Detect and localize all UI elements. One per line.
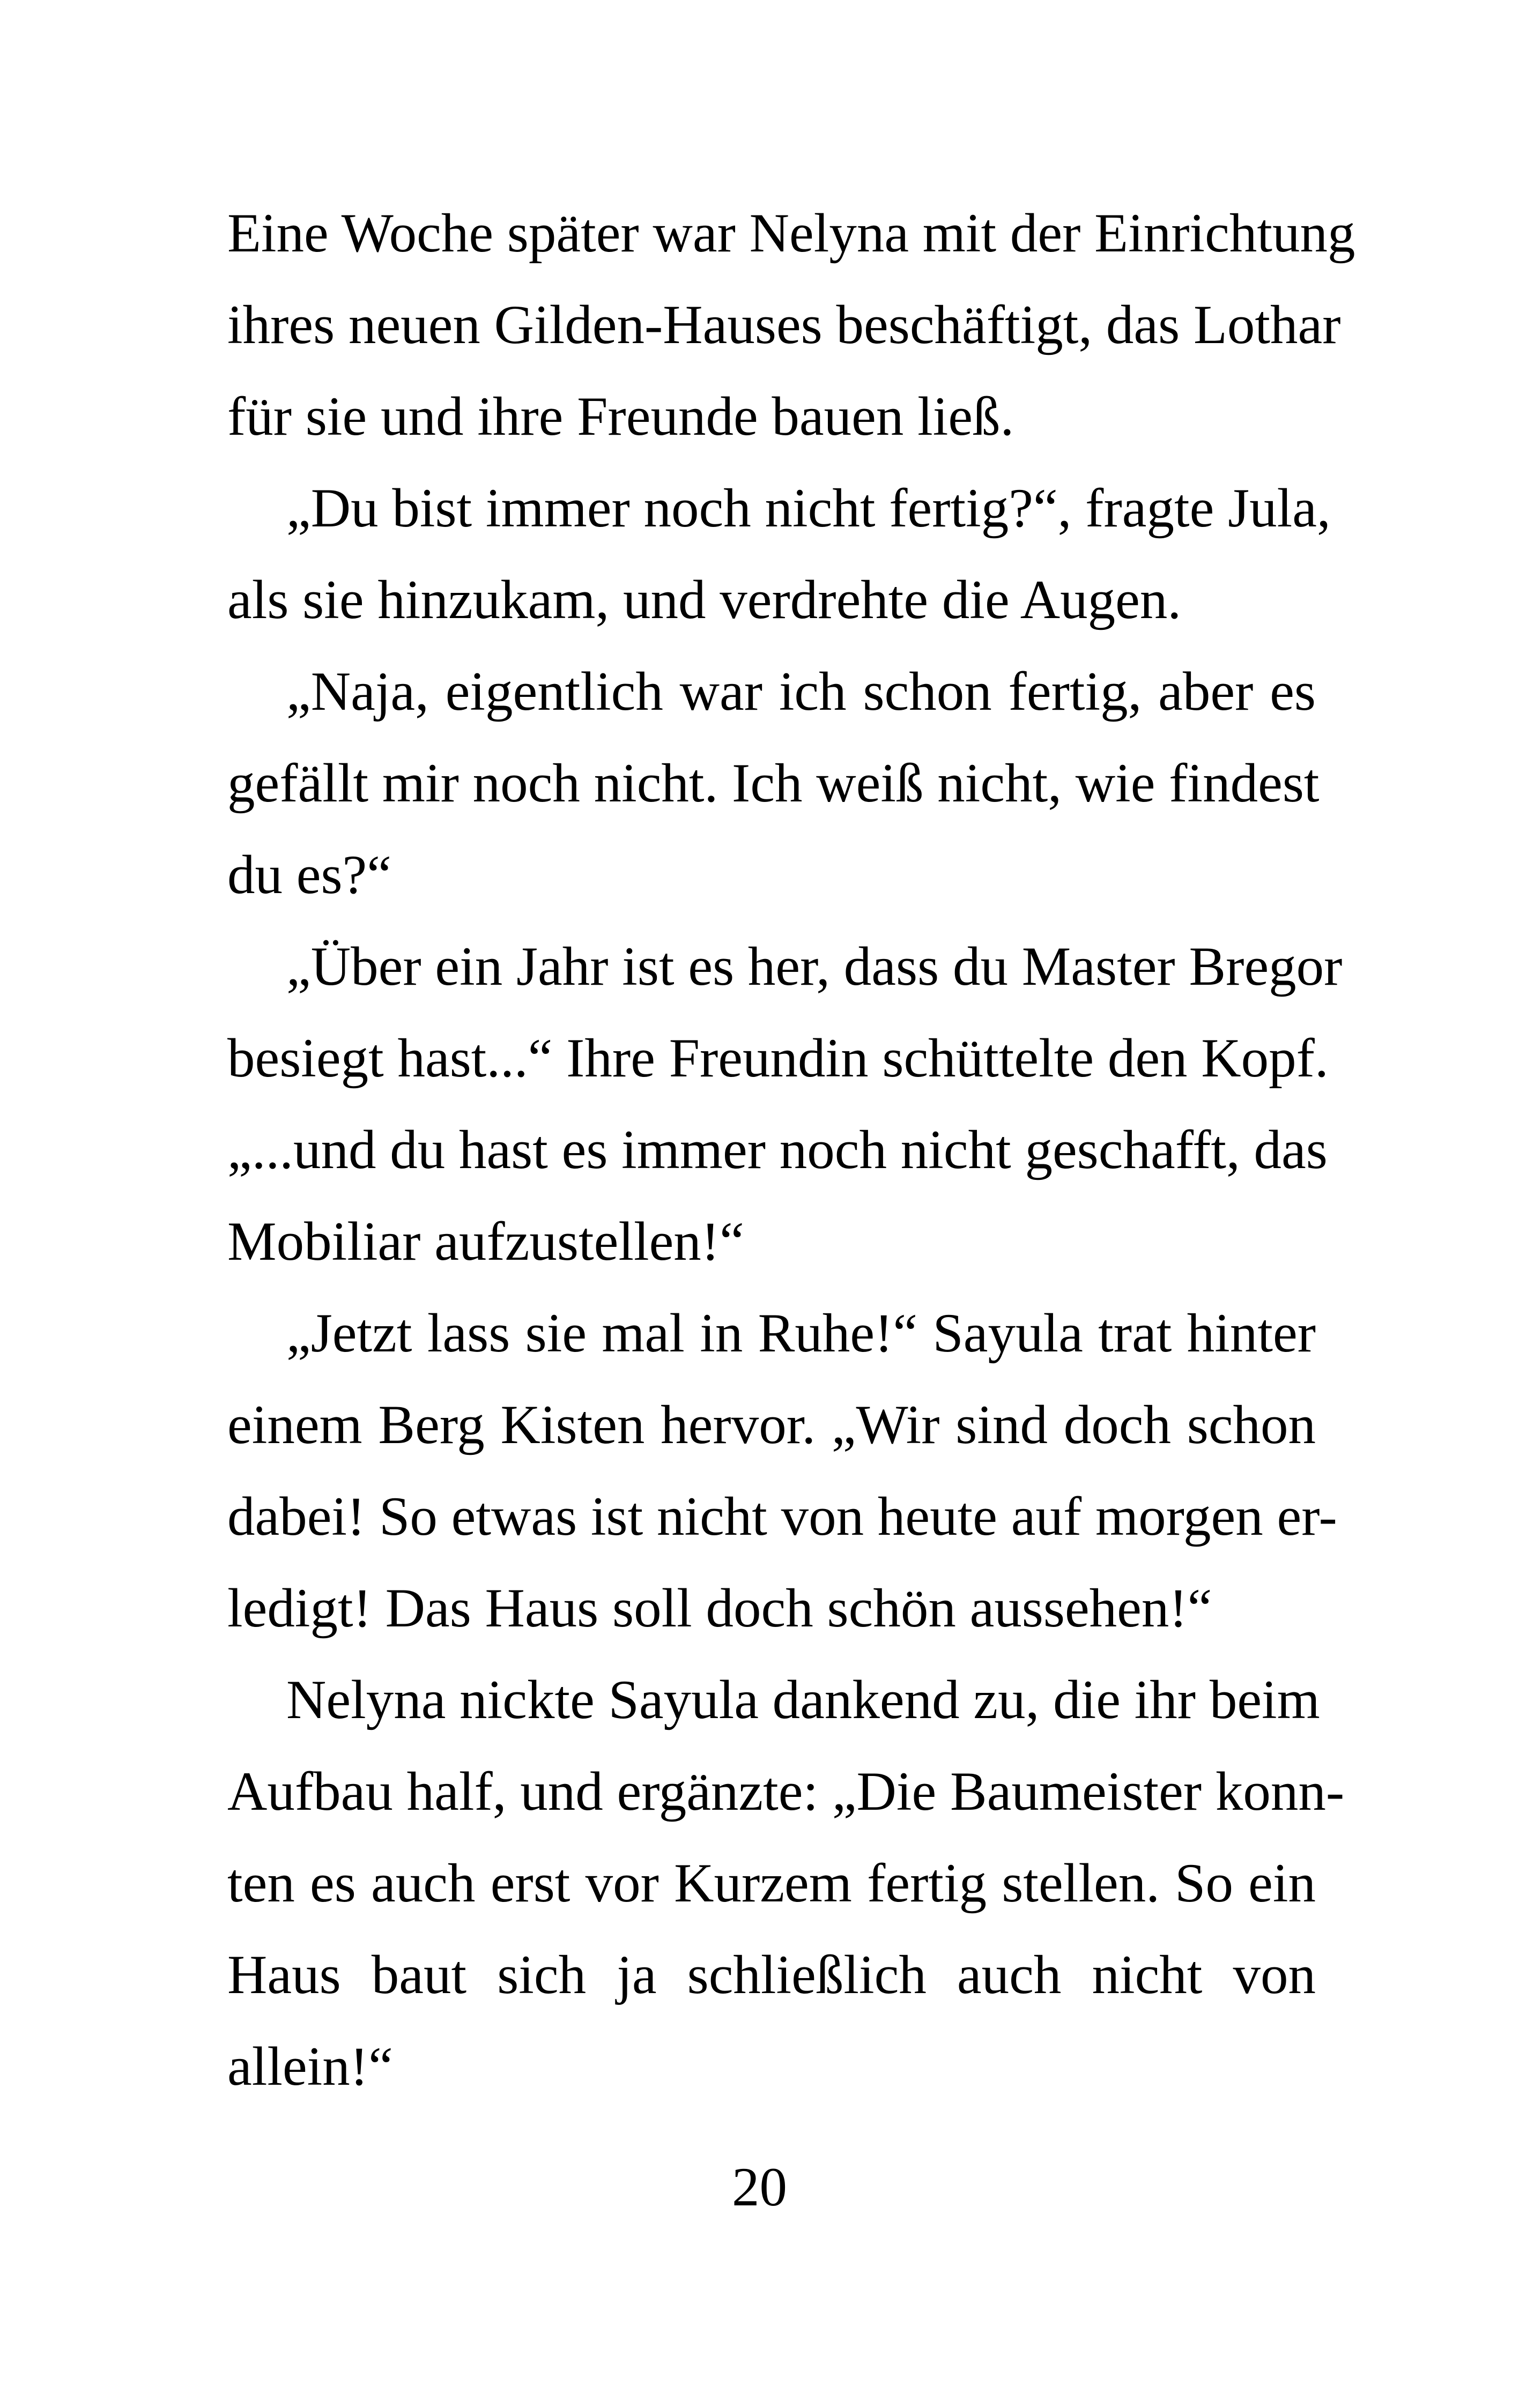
text-line: Eine Woche später war Nelyna mit der Einrichtung: [227, 203, 1355, 264]
text-line: dabei! So etwas ist nicht von heute auf morgen er-: [227, 1486, 1337, 1547]
text-line: ten es auch erst vor Kurzem fertig stellen. So ein: [227, 1853, 1316, 1914]
text-line: Mobiliar aufzustellen!“: [227, 1211, 744, 1272]
text-line: besiegt hast...“ Ihre Freundin schüttelte den Kopf.: [227, 1028, 1329, 1089]
text-line: „Naja, eigentlich war ich schon fertig, aber es: [286, 661, 1316, 722]
text-line: „...und du hast es immer noch nicht geschafft, das: [227, 1119, 1328, 1180]
text-line: du es?“: [227, 844, 391, 905]
text-line: ihres neuen Gilden-Hauses beschäftigt, das Lothar: [227, 294, 1341, 355]
text-line: gefällt mir noch nicht. Ich weiß nicht, wie findest: [227, 753, 1320, 814]
text-line: für sie und ihre Freunde bauen ließ.: [227, 386, 1014, 447]
text-line: Nelyna nickte Sayula dankend zu, die ihr beim: [286, 1669, 1320, 1730]
text-line: ledigt! Das Haus soll doch schön aussehen!“: [227, 1578, 1212, 1639]
text-line: „Über ein Jahr ist es her, dass du Master Bregor: [286, 936, 1343, 997]
text-line: „Du bist immer noch nicht fertig?“, fragte Jula,: [286, 478, 1331, 539]
page-number: 20: [732, 2157, 787, 2218]
text-line: allein!“: [227, 2036, 393, 2097]
text-line: „Jetzt lass sie mal in Ruhe!“ Sayula trat hinter: [286, 1303, 1316, 1364]
text-line: einem Berg Kisten hervor. „Wir sind doch schon: [227, 1394, 1316, 1455]
text-line: Haus baut sich ja schließlich auch nicht von: [227, 1944, 1316, 2005]
text-line: Aufbau half, und ergänzte: „Die Baumeister konn-: [227, 1761, 1345, 1822]
body-text: [227, 188, 1355, 2113]
text-line: als sie hinzukam, und verdrehte die Augen.: [227, 569, 1182, 630]
